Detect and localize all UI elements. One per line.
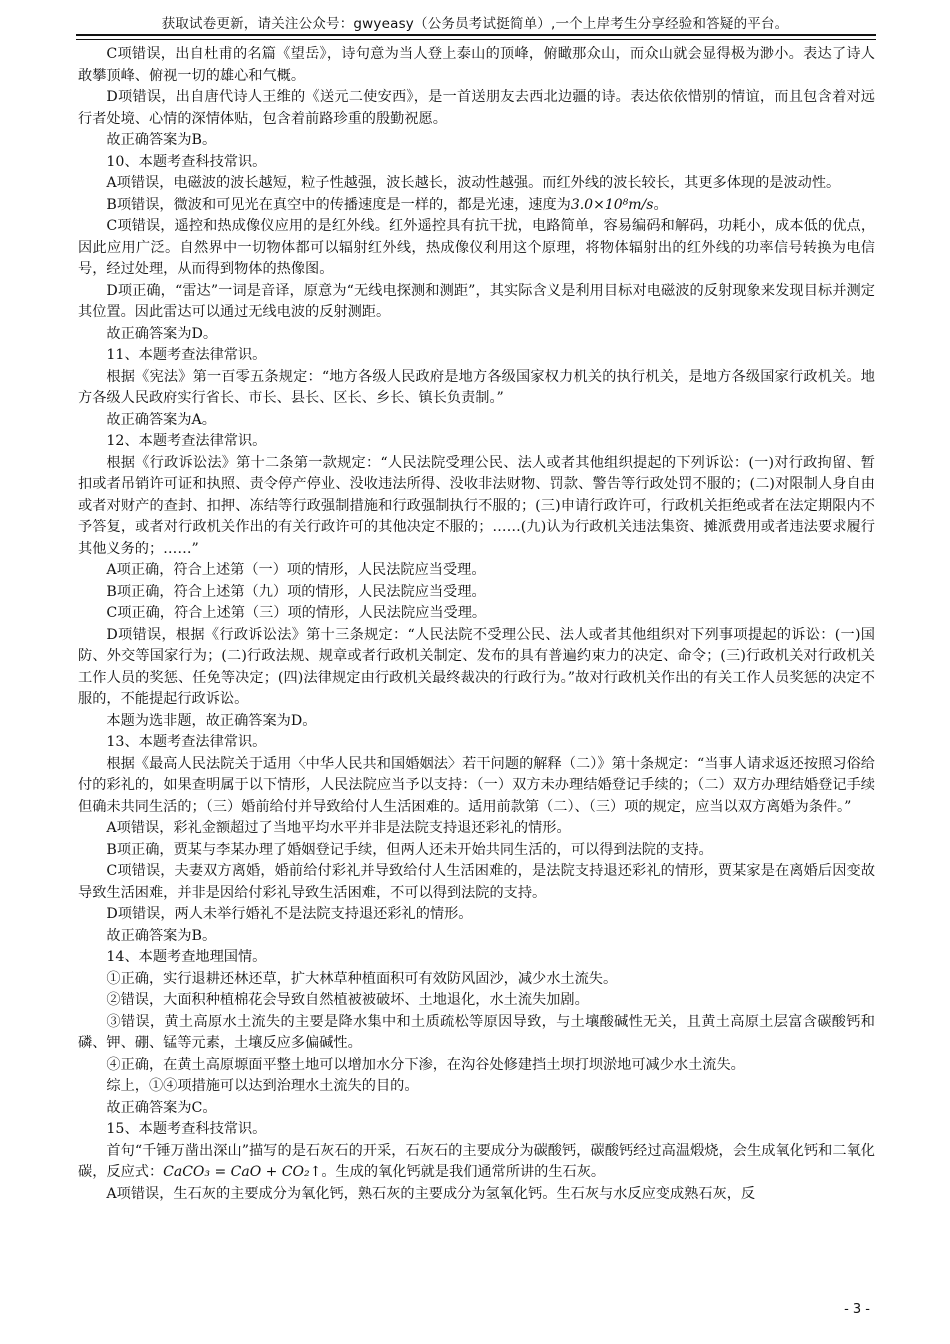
paragraph: 根据《最高人民法院关于适用〈中华人民共和国婚姻法〉若干问题的解释（二）》第十条规定：“当事人请求返还按照习俗给付的彩礼的，如果查明属于以下情形，人民法院应当予以支持：（一）双方未办理结婚登记手续的；（二）双方办理结婚登记手续但确未共同生活的；（三）婚前给付并导致给付人生活困难的。适用前款第（二）、（三）项的规定，应当以双方离婚为条件。”	[78, 755, 875, 815]
paragraph: A项错误，生石灰的主要成分为氧化钙，熟石灰的主要成分为氢氧化钙。生石灰与水反应变成熟石灰，反	[106, 1185, 756, 1202]
paragraph: C项错误，出自杜甫的名篇《望岳》，诗句意为当人登上泰山的顶峰，俯瞰那众山，而众山就会显得极为渺小。表达了诗人敢攀顶峰、俯视一切的雄心和气概。	[78, 46, 875, 84]
question-heading: 11、本题考查法律常识。	[106, 347, 267, 363]
paragraph-text: B项错误，微波和可见光在真空中的传播速度是一样的，都是光速，速度为	[106, 196, 571, 213]
paragraph: B项正确，符合上述第（九）项的情形，人民法院应当受理。	[106, 583, 486, 600]
paragraph: ②错误，大面积种植棉花会导致自然植被被破坏、土地退化，水土流失加剧。	[106, 992, 589, 1008]
speed-formula: 3.0×10⁸m/s	[570, 196, 654, 213]
paragraph: ④正确，在黄土高原塬面平整土地可以增加水分下渗，在沟谷处修建挡土坝打坝淤地可减少水土流失。	[106, 1056, 745, 1073]
paragraph: 综上，①④项措施可以达到治理水土流失的目的。	[106, 1078, 419, 1094]
paragraph: D项错误，根据《行政诉讼法》第十三条规定：“人民法院不受理公民、法人或者其他组织对下列事项提起的诉讼：(一)国防、外交等国家行为；(二)行政法规、规章或者行政机关制定、发布的具有普遍约束力的决定、命令；(三)行政机关对行政机关工作人员的奖惩、任免等决定；(四)法律规定由行政机关最终裁决的行政行为。”故对行政机关作出的有关工作人员奖惩的决定不服的，不能提起行政诉讼。	[78, 626, 875, 707]
reaction-formula: CaCO₃ = CaO + CO₂↑	[163, 1164, 322, 1180]
paragraph: C项正确，符合上述第（三）项的情形，人民法院应当受理。	[106, 605, 487, 621]
document-body	[78, 44, 875, 1205]
question-heading: 13、本题考查法律常识。	[106, 734, 267, 750]
page-header: 获取试卷更新，请关注公众号：gwyeasy（公务员考试挺简单）,一个上岸考生分享经验和答疑的平台。	[161, 16, 789, 32]
paragraph: ③错误，黄土高原水土流失的主要是降水集中和土质疏松等原因导致，与土壤酸碱性无关，且黄土高原土层富含碳酸钙和磷、钾、硼、锰等元素，土壤反应多偏碱性。	[78, 1013, 875, 1051]
paragraph: C项错误，夫妻双方离婚，婚前给付彩礼并导致给付人生活困难的，是法院支持退还彩礼的情形，贾某家是在离婚后因变故导致生活困难，并非是因给付彩礼导致生活困难，不可以得到法院的支持。	[78, 863, 875, 901]
paragraph: A项错误，电磁波的波长越短，粒子性越强，波长越长，波动性越强。而红外线的波长较长，其更多体现的是波动性。	[106, 175, 841, 191]
paragraph: A项错误，彩礼金额超过了当地平均水平并非是法院支持退还彩礼的情形。	[106, 820, 571, 836]
paragraph: 根据《宪法》第一百零五条规定：“地方各级人民政府是地方各级国家权力机关的执行机关，是地方各级国家行政机关。地方各级人民政府实行省长、市长、县长、区长、乡长、镇长负责制。”	[78, 368, 875, 406]
paragraph: C项错误，遥控和热成像仪应用的是红外线。红外遥控具有抗干扰，电路简单，容易编码和解码，功耗小，成本低的优点，因此应用广泛。自然界中一切物体都可以辐射红外线，热成像仪利用这个原理，将物体辐射出的红外线的功率信号转换为电信号，经过处理，从而得到物体的热像图。	[78, 218, 875, 277]
question-heading: 10、本题考查科技常识。	[106, 153, 267, 170]
paragraph-tail: 。	[653, 196, 668, 213]
paragraph: D项错误，出自唐代诗人王维的《送元二使安西》，是一首送朋友去西北边疆的诗。表达依依惜别的情谊，而且包含着对远行者处境、心情的深情体贴，包含着前路珍重的殷勤祝愿。	[78, 89, 875, 127]
question-heading: 15、本题考查科技常识。	[106, 1121, 267, 1137]
paragraph: 故正确答案为D。	[106, 325, 218, 342]
paragraph: 根据《行政诉讼法》第十二条第一款规定：“人民法院受理公民、法人或者其他组织提起的下列诉讼：(一)对行政拘留、暂扣或者吊销许可证和执照、责令停产停业、没收违法所得、没收非法财物、罚款、警告等行政处罚不服的；(二)对限制人身自由或者对财产的查封、扣押、冻结等行政强制措施和行政强制执行不服的；(三)申请行政许可，行政机关拒绝或者在法定期限内不予答复，或者对行政机关作出的有关行政许可的其他决定不服的；……(九)认为行政机关违法集资、摊派费用或者违法要求履行其他义务的；……”	[78, 454, 875, 557]
paragraph-text: 首句“千锤万凿出深山”描写的是石灰石的开采，石灰石的主要成分为碳酸钙，碳酸钙经过高温煅烧，会生成氧化钙和二氧化碳，反应式：	[78, 1142, 875, 1180]
paragraph: 故正确答案为A。	[106, 411, 216, 428]
question-heading: 12、本题考查法律常识。	[106, 433, 267, 449]
paragraph	[78, 195, 875, 217]
paragraph: D项错误，两人未举行婚礼不是法院支持退还彩礼的情形。	[106, 906, 473, 922]
paragraph: B项正确，贾某与李某办理了婚姻登记手续，但两人还未开始共同生活的，可以得到法院的支持。	[106, 841, 713, 858]
paragraph-tail: 。生成的氧化钙就是我们通常所讲的生石灰。	[321, 1164, 606, 1180]
paragraph: 故正确答案为B。	[106, 927, 217, 944]
paragraph: D项正确，“雷达”一词是音译，原意为“无线电探测和测距”，其实际含义是利用目标对电磁波的反射现象来发现目标并测定其位置。因此雷达可以通过无线电波的反射测距。	[78, 282, 875, 320]
header-rule-thin	[76, 39, 876, 40]
header-rule-thick	[76, 34, 876, 36]
paragraph: 故正确答案为B。	[106, 132, 217, 148]
question-heading: 14、本题考查地理国情。	[106, 949, 267, 965]
page-number: - 3 -	[844, 1302, 870, 1317]
paragraph: A项正确，符合上述第（一）项的情形，人民法院应当受理。	[106, 562, 486, 578]
paragraph: ①正确，实行退耕还林还草，扩大林草种植面积可有效防风固沙，减少水土流失。	[106, 970, 618, 987]
paragraph: 本题为选非题，故正确答案为D。	[106, 712, 317, 729]
paragraph: 故正确答案为C。	[106, 1099, 217, 1116]
paragraph	[78, 1141, 875, 1184]
